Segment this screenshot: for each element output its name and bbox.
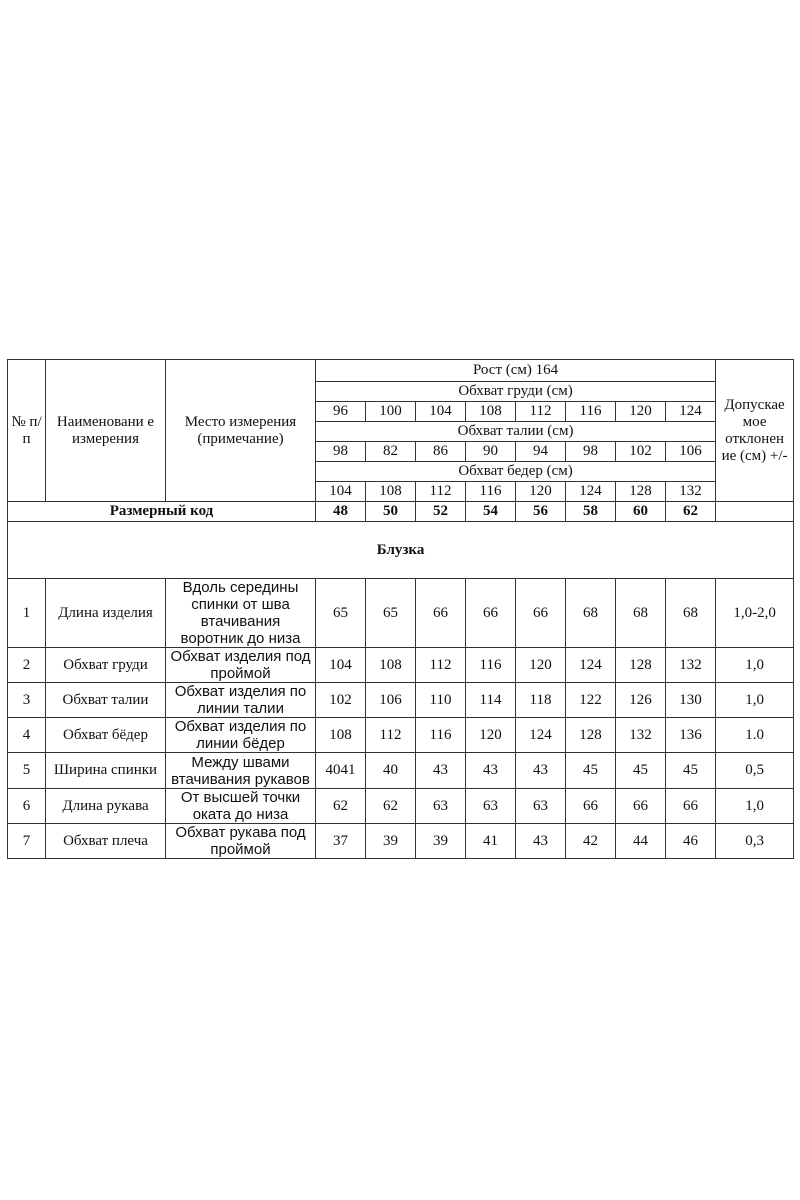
measurement-value: 63 (466, 789, 516, 824)
measurement-value: 39 (416, 824, 466, 859)
measurement-value: 120 (466, 718, 516, 753)
measurement-value: 66 (566, 789, 616, 824)
measurement-value: 128 (616, 648, 666, 683)
tolerance-value: 1.0 (716, 718, 794, 753)
hips-value: 116 (466, 482, 516, 502)
chest-value: 100 (366, 402, 416, 422)
hips-value: 120 (516, 482, 566, 502)
hips-value: 124 (566, 482, 616, 502)
table-body (8, 360, 794, 859)
hips-value: 128 (616, 482, 666, 502)
measurement-value: 46 (666, 824, 716, 859)
measurement-value: 66 (466, 579, 516, 648)
chest-label: Обхват груди (см) (316, 382, 716, 402)
size-code-value: 54 (466, 502, 516, 522)
measurement-name: Обхват груди (46, 648, 166, 683)
row-number: 7 (8, 824, 46, 859)
tolerance-value: 1,0 (716, 683, 794, 718)
measurement-note: Вдоль середины спинки от шва втачивания воротник до низа (166, 579, 316, 648)
chest-value: 120 (616, 402, 666, 422)
tolerance-header: Допускае мое отклонен ие (см) +/- (716, 360, 794, 502)
size-code-value: 58 (566, 502, 616, 522)
measurement-value: 4041 (316, 753, 366, 789)
measurement-value: 108 (366, 648, 416, 683)
row-number: 5 (8, 753, 46, 789)
chest-value: 112 (516, 402, 566, 422)
measurement-value: 45 (566, 753, 616, 789)
chest-value: 108 (466, 402, 516, 422)
waist-value: 102 (616, 442, 666, 462)
hips-value: 132 (666, 482, 716, 502)
measurement-row (8, 753, 794, 789)
measurement-value: 120 (516, 648, 566, 683)
measurement-note: Обхват изделия по линии бёдер (166, 718, 316, 753)
waist-value: 82 (366, 442, 416, 462)
measurement-value: 110 (416, 683, 466, 718)
measurement-value: 108 (316, 718, 366, 753)
size-code-value: 52 (416, 502, 466, 522)
hips-value: 104 (316, 482, 366, 502)
size-code-value: 48 (316, 502, 366, 522)
measurement-value: 112 (416, 648, 466, 683)
measurement-value: 104 (316, 648, 366, 683)
waist-value: 90 (466, 442, 516, 462)
size-code-value: 50 (366, 502, 416, 522)
measurement-note: Обхват изделия по линии талии (166, 683, 316, 718)
measurement-value: 116 (416, 718, 466, 753)
measurement-value: 41 (466, 824, 516, 859)
waist-value: 98 (316, 442, 366, 462)
size-code-row (8, 502, 794, 522)
size-code-value: 60 (616, 502, 666, 522)
measurement-value: 132 (666, 648, 716, 683)
measurement-value: 63 (416, 789, 466, 824)
measurement-value: 62 (316, 789, 366, 824)
measurement-value: 62 (366, 789, 416, 824)
tolerance-value: 1,0 (716, 648, 794, 683)
hips-value: 112 (416, 482, 466, 502)
measurement-value: 118 (516, 683, 566, 718)
measurement-note: Обхват рукава под проймой (166, 824, 316, 859)
measurement-note: Обхват изделия под проймой (166, 648, 316, 683)
measurement-name: Длина изделия (46, 579, 166, 648)
col-place-header: Место измерения (примечание) (166, 360, 316, 502)
chest-value: 124 (666, 402, 716, 422)
section-title: Блузка (8, 522, 794, 579)
measurement-value: 124 (566, 648, 616, 683)
row-number: 2 (8, 648, 46, 683)
waist-label: Обхват талии (см) (316, 422, 716, 442)
col-num-header: № п/п (8, 360, 46, 502)
measurement-name: Ширина спинки (46, 753, 166, 789)
measurement-value: 126 (616, 683, 666, 718)
measurement-value: 40 (366, 753, 416, 789)
measurement-value: 132 (616, 718, 666, 753)
size-code-value: 62 (666, 502, 716, 522)
size-chart-sheet (7, 359, 793, 859)
measurement-value: 66 (666, 789, 716, 824)
size-chart-table (7, 359, 794, 859)
row-number: 1 (8, 579, 46, 648)
measurement-value: 66 (616, 789, 666, 824)
measurement-value: 124 (516, 718, 566, 753)
tolerance-value: 0,3 (716, 824, 794, 859)
measurement-value: 44 (616, 824, 666, 859)
measurement-note: Между швами втачивания рукавов (166, 753, 316, 789)
measurement-value: 43 (516, 824, 566, 859)
measurement-value: 68 (566, 579, 616, 648)
measurement-value: 66 (416, 579, 466, 648)
measurement-value: 43 (416, 753, 466, 789)
measurement-value: 116 (466, 648, 516, 683)
measurement-value: 43 (466, 753, 516, 789)
measurement-value: 114 (466, 683, 516, 718)
waist-value: 98 (566, 442, 616, 462)
measurement-value: 43 (516, 753, 566, 789)
measurement-name: Обхват бёдер (46, 718, 166, 753)
measurement-value: 45 (666, 753, 716, 789)
measurement-value: 68 (666, 579, 716, 648)
measurement-value: 63 (516, 789, 566, 824)
measurement-row (8, 683, 794, 718)
measurement-value: 136 (666, 718, 716, 753)
measurement-value: 68 (616, 579, 666, 648)
chest-value: 104 (416, 402, 466, 422)
section-title-row (8, 522, 794, 579)
measurement-value: 106 (366, 683, 416, 718)
row-number: 3 (8, 683, 46, 718)
measurement-value: 65 (316, 579, 366, 648)
measurement-name: Обхват талии (46, 683, 166, 718)
measurement-value: 65 (366, 579, 416, 648)
size-code-value: 56 (516, 502, 566, 522)
tolerance-value: 1,0-2,0 (716, 579, 794, 648)
hips-label: Обхват бедер (см) (316, 462, 716, 482)
waist-value: 94 (516, 442, 566, 462)
measurement-value: 112 (366, 718, 416, 753)
waist-value: 86 (416, 442, 466, 462)
row-number: 4 (8, 718, 46, 753)
measurement-note: От высшей точки оката до низа (166, 789, 316, 824)
tolerance-value: 0,5 (716, 753, 794, 789)
measurement-value: 102 (316, 683, 366, 718)
measurement-row (8, 579, 794, 648)
size-code-label: Размерный код (8, 502, 316, 522)
measurement-value: 66 (516, 579, 566, 648)
row-number: 6 (8, 789, 46, 824)
header-row-height (8, 360, 794, 382)
tolerance-value: 1,0 (716, 789, 794, 824)
chest-value: 96 (316, 402, 366, 422)
measurement-value: 128 (566, 718, 616, 753)
height-label: Рост (см) 164 (316, 360, 716, 382)
size-code-tolerance-empty (716, 502, 794, 522)
measurement-value: 39 (366, 824, 416, 859)
measurement-row (8, 789, 794, 824)
measurement-value: 42 (566, 824, 616, 859)
waist-value: 106 (666, 442, 716, 462)
measurement-value: 122 (566, 683, 616, 718)
measurement-value: 130 (666, 683, 716, 718)
measurement-row (8, 648, 794, 683)
measurement-row (8, 718, 794, 753)
chest-value: 116 (566, 402, 616, 422)
measurement-value: 45 (616, 753, 666, 789)
measurement-row (8, 824, 794, 859)
measurement-name: Обхват плеча (46, 824, 166, 859)
col-name-header: Наименовани е измерения (46, 360, 166, 502)
measurement-value: 37 (316, 824, 366, 859)
measurement-name: Длина рукава (46, 789, 166, 824)
hips-value: 108 (366, 482, 416, 502)
